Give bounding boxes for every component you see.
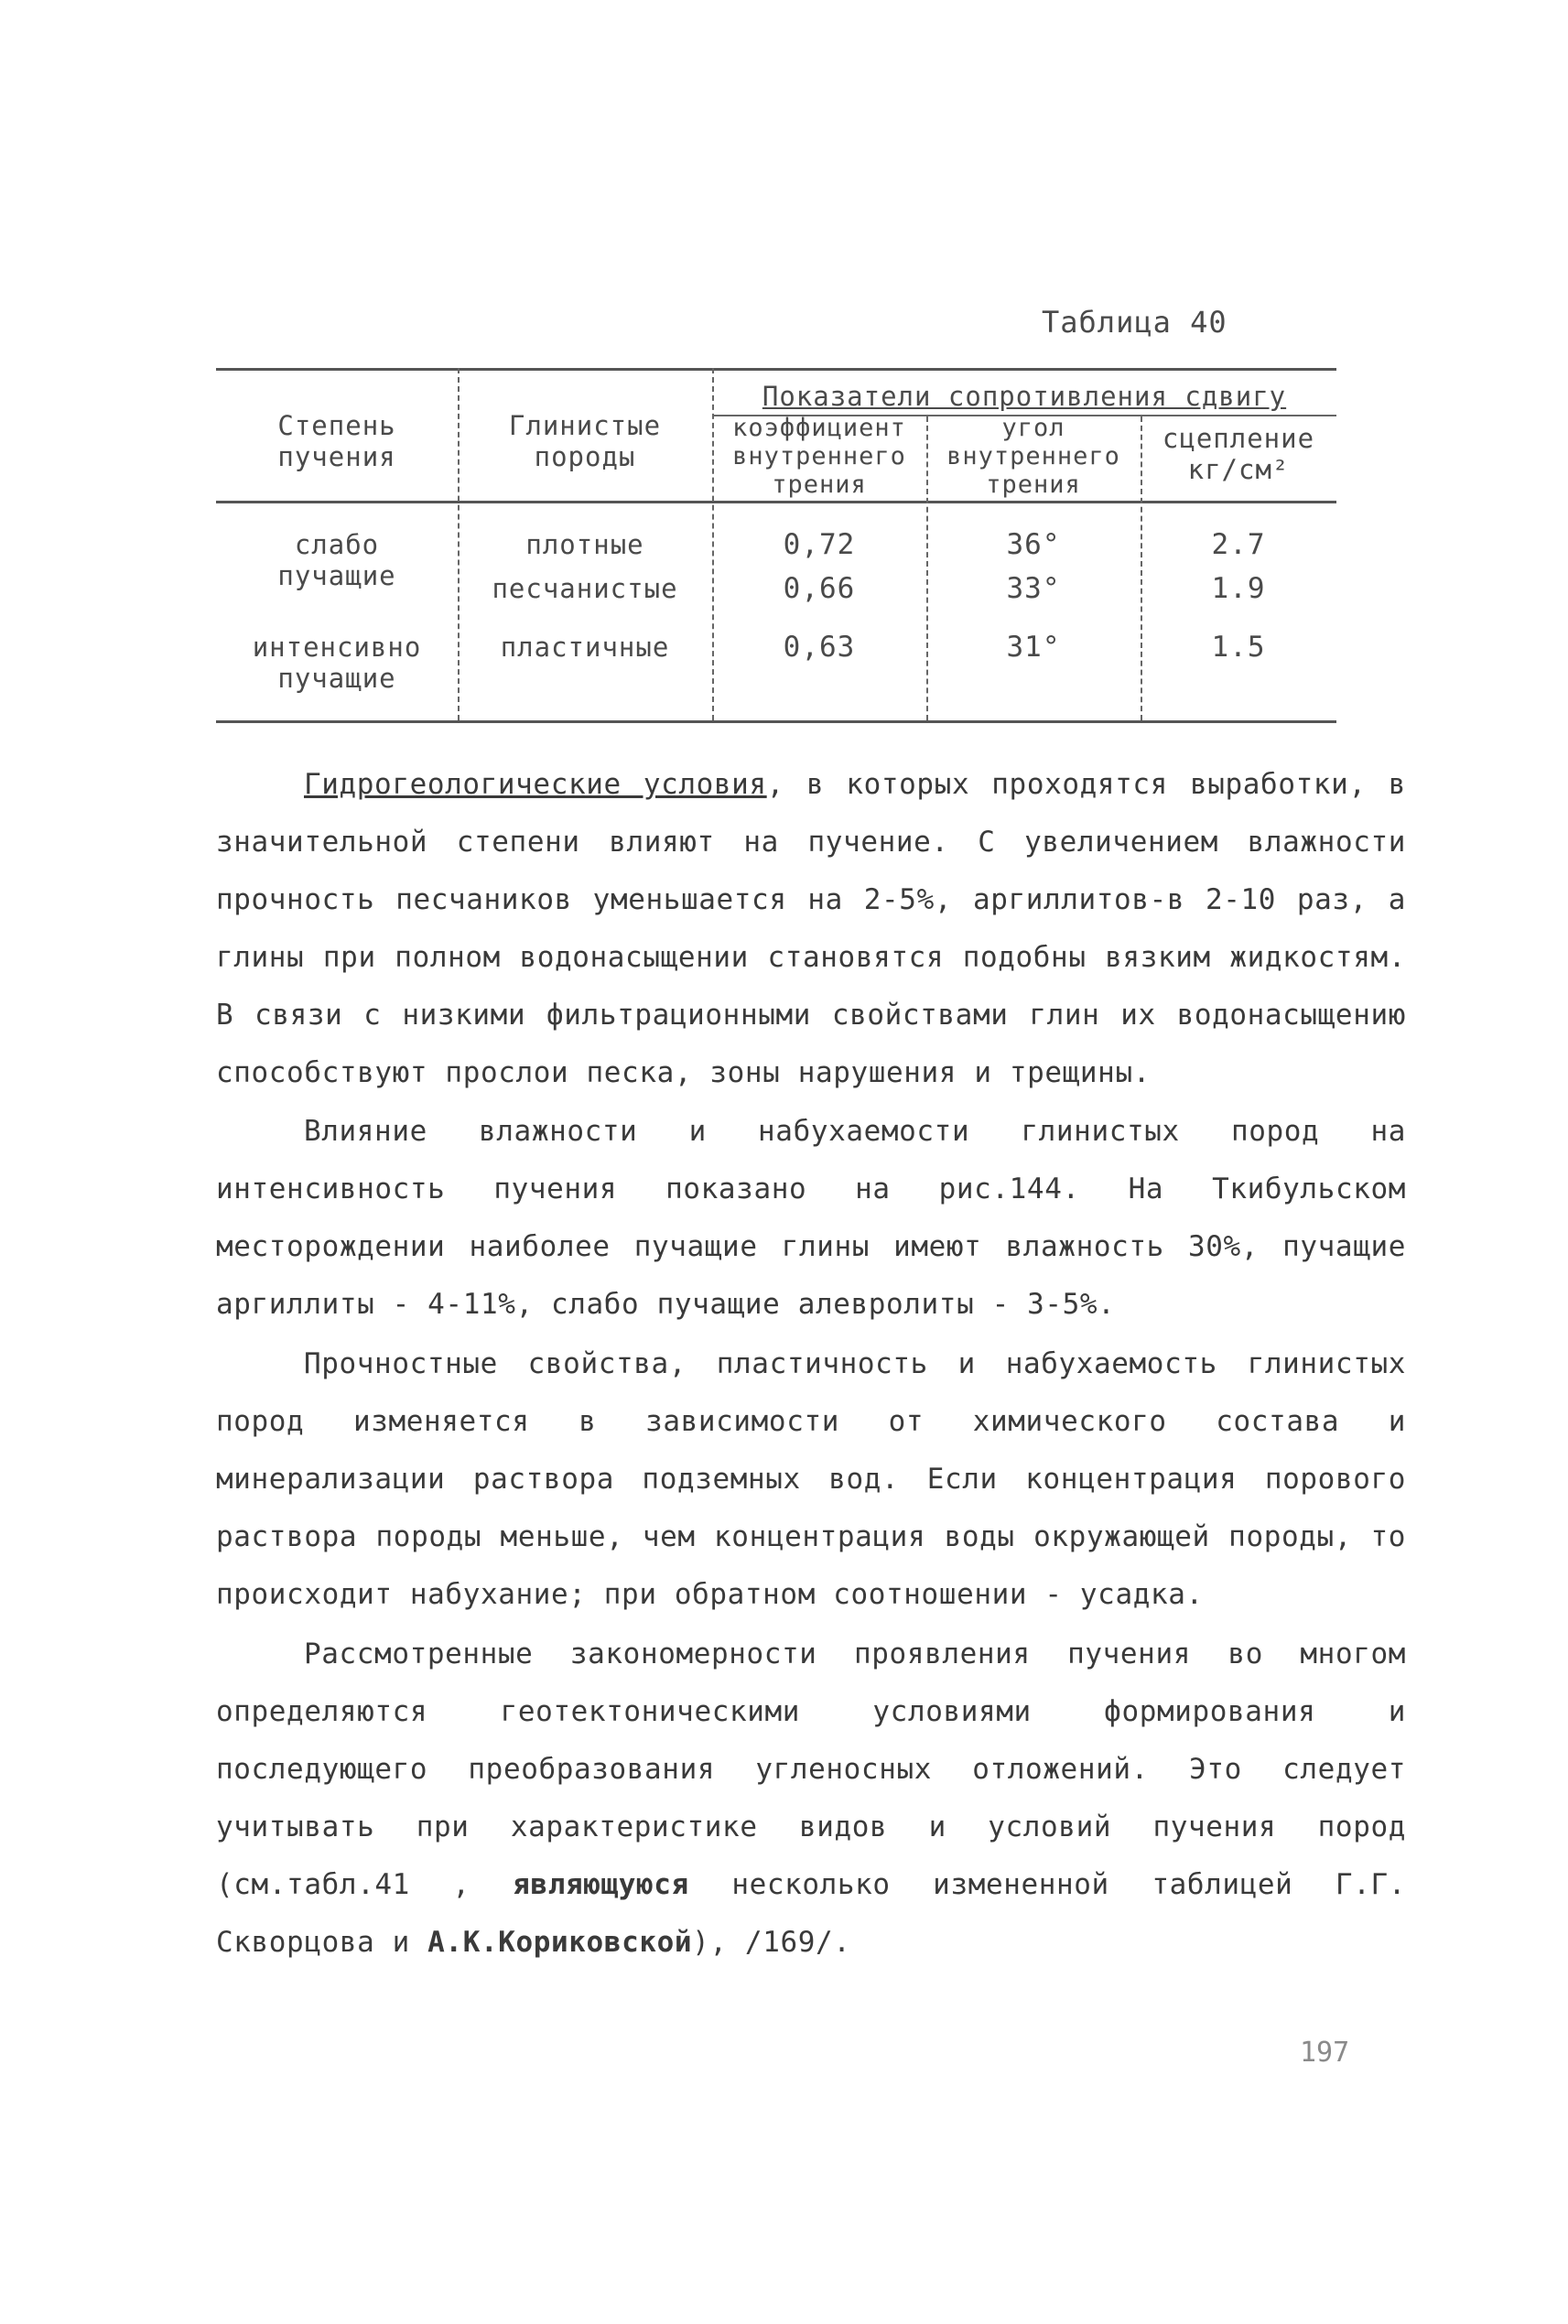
cell-rock: плотные [525, 529, 644, 560]
cell-angle: 36° [1006, 528, 1061, 561]
paragraph-hydrogeology [216, 756, 1406, 1102]
cell-rock: пластичные [500, 632, 670, 663]
header-coef [712, 414, 926, 499]
paragraph-bold-word: являющуюся [513, 1868, 689, 1901]
paragraph-author: А.К.Кориковской [427, 1926, 693, 1959]
header-angle-line: угол [1001, 414, 1065, 442]
cell-cohesion: 2.7 [1211, 528, 1266, 561]
header-cohesion-line: сцепление [1162, 423, 1315, 454]
cell-coef: 0,66 [783, 572, 856, 605]
paragraph-text: , в которых проходятся выработки, в значительной степени влияют на пучение. С увеличением влажности прочность песчаников уменьшается на 2-5%, аргиллитов-в 2-10 раз, а глины при полном водонасыщении становятся подобны вязким жидкостям. В связи с низкими фильтрационными свойствами глин их водонасыщению способствуют прослои песка, зоны нарушения и трещины. [216, 768, 1406, 1089]
header-angle-line: трения [986, 470, 1081, 499]
header-degree-line: Степень [277, 410, 396, 441]
header-angle [926, 414, 1141, 499]
header-coef-line: внутреннего [732, 442, 906, 470]
paragraph-text: несколько измененной таблицей Г.Г. Скворцова и [216, 1868, 1406, 1959]
paragraph-strength: Прочностные свойства, пластичность и набухаемость глинистых пород изменяется в зависимости от химического состава и минерализации раствора подземных вод. Если концентрация порового раствора породы меньше, чем концентрация воды окружающей породы, то происходит набухание; при обратном соотношении - усадка. [216, 1347, 1406, 1611]
header-coef-line: трения [772, 470, 867, 499]
cell-angle: 33° [1006, 572, 1061, 605]
table-bottom-rule [216, 720, 1336, 723]
header-degree [216, 410, 458, 472]
page-number: 197 [1300, 2037, 1350, 2069]
group-label-line: пучащие [277, 560, 396, 591]
table-top-rule [216, 368, 1336, 371]
cell-coef: 0,63 [783, 631, 856, 664]
paragraph-text: Рассмотренные закономерности проявления пучения во многом определяются геотектоническими условиями формирования и последующего преобразования угленосных отложений. Это следует учитывать при характеристике видов и условий пучения пород (см.табл.41 , [216, 1638, 1406, 1901]
header-degree-line: пучения [277, 441, 396, 472]
paragraph-lead-term: Гидрогеологические условия [304, 768, 767, 801]
cell-angle: 31° [1006, 631, 1061, 664]
header-rocks-line: породы [534, 441, 636, 472]
header-group: Показатели сопротивления сдвигу [762, 381, 1287, 412]
cell-rock: песчанистые [492, 573, 678, 604]
paragraph-moisture: Влияние влажности и набухаемости глинистых пород на интенсивность пучения показано на рис.144. На Ткибульском месторождении наиболее пучащие глины имеют влажность 30%, пучащие аргиллиты - 4-11%, слабо пучащие алевролиты - 3-5%. [216, 1115, 1406, 1321]
table-caption: Таблица 40 [1042, 305, 1227, 340]
paragraph-regularities [216, 1626, 1406, 1972]
header-coef-line: коэффициент [732, 414, 906, 442]
group-label-weak [216, 529, 458, 591]
group-label-line: слабо [294, 529, 380, 560]
group-label-line: интенсивно [252, 632, 422, 663]
paragraph-text: ), /169/. [692, 1926, 851, 1959]
group-label-line: пучащие [277, 663, 396, 694]
header-rocks [458, 410, 712, 472]
table-header-rule [216, 501, 1336, 503]
header-angle-line: внутреннего [946, 442, 1120, 470]
cell-cohesion: 1.9 [1211, 572, 1266, 605]
header-cohesion-line: кг/см² [1187, 454, 1290, 485]
cell-cohesion: 1.5 [1211, 631, 1266, 664]
cell-coef: 0,72 [783, 528, 856, 561]
header-cohesion [1141, 423, 1336, 485]
header-rocks-line: Глинистые [508, 410, 662, 441]
group-label-intensive [216, 632, 458, 694]
